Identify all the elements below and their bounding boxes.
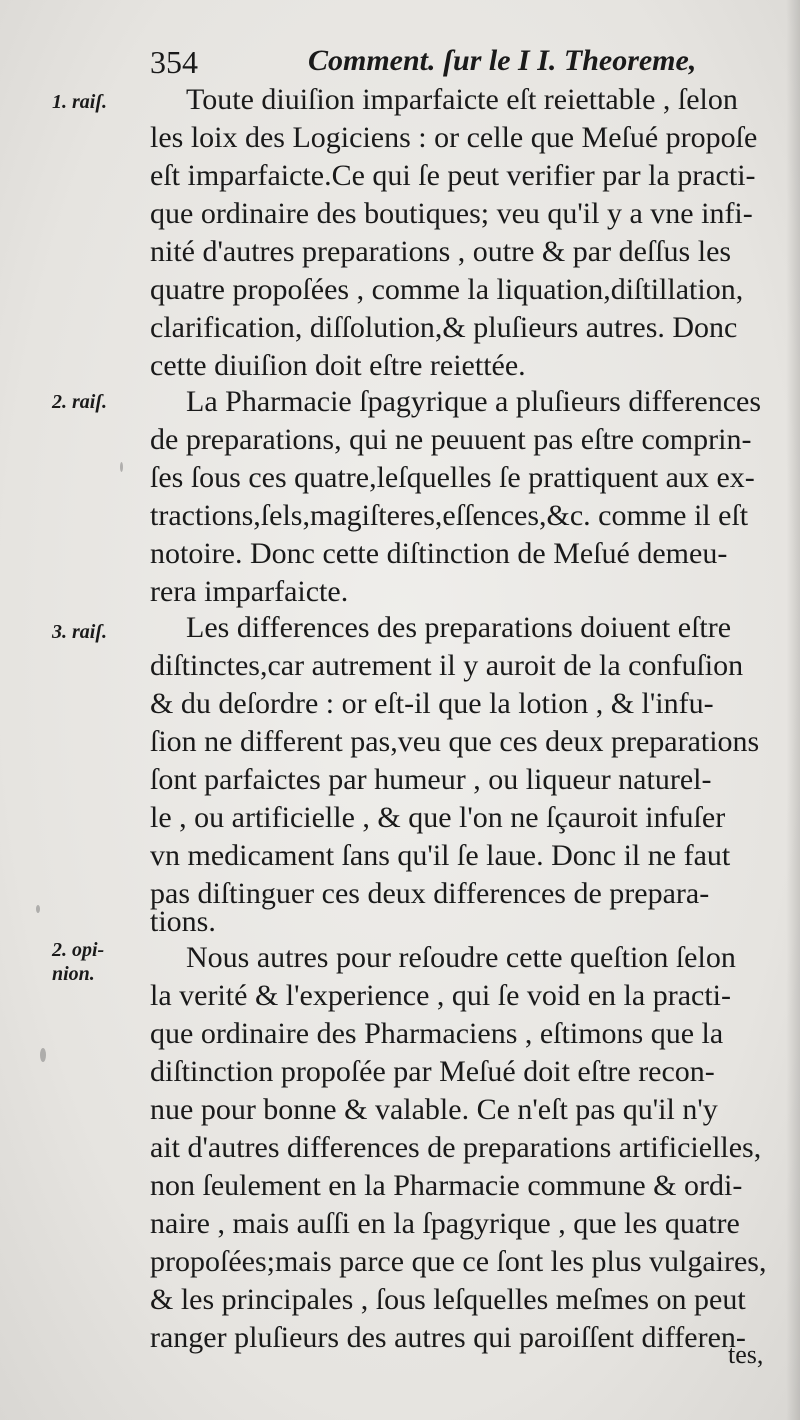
text-line: quatre propoſées , comme la liquation,diſtillation, xyxy=(150,273,744,306)
text-line: propoſées;mais parce que ce ſont les plus vulgaires, xyxy=(150,1245,767,1278)
text-line: notoire. Donc cette diſtinction de Meſué demeu- xyxy=(150,537,728,570)
running-head: Comment. ſur le I I. Theoreme, xyxy=(308,44,697,77)
text-line: Nous autres pour reſoudre cette queſtion ſelon xyxy=(186,941,736,974)
text-line: ſes ſous ces quatre,leſquelles ſe prattiquent aux ex- xyxy=(150,461,755,494)
text-line: de preparations, qui ne peuuent pas eſtre comprin- xyxy=(150,423,752,456)
text-line: vn medicament ſans qu'il ſe laue. Donc il ne faut xyxy=(150,839,731,872)
text-line: diſtinctes,car autrement il y auroit de la confuſion xyxy=(150,649,744,682)
text-line: non ſeulement en la Pharmacie commune & ordi- xyxy=(150,1169,743,1202)
text-line: ſont parfaictes par humeur , ou liqueur naturel- xyxy=(150,763,712,796)
text-line: la verité & l'experience , qui ſe void en la practi- xyxy=(150,979,731,1012)
text-line: eſt imparfaicte.Ce qui ſe peut verifier par la practi- xyxy=(150,159,756,192)
catchword: tes, xyxy=(728,1340,764,1369)
paper-speck xyxy=(40,1048,46,1062)
text-line: La Pharmacie ſpagyrique a pluſieurs differences xyxy=(186,385,762,418)
text-line: tions. xyxy=(150,905,216,938)
text-line: ranger pluſieurs des autres qui paroiſſent differen- xyxy=(150,1321,746,1354)
margin-note-1: 1. raiſ. xyxy=(52,91,107,113)
margin-note-4: 2. opi- nion. xyxy=(52,939,105,985)
text-line: tractions,ſels,magiſteres,eſſences,&c. comme il eſt xyxy=(150,499,749,532)
paper-speck xyxy=(120,462,123,472)
margin-note-2: 2. raiſ. xyxy=(52,391,107,413)
text-line: & les principales , ſous leſquelles meſmes on peut xyxy=(150,1283,746,1316)
margin-note-3: 3. raiſ. xyxy=(52,621,107,643)
text-line: les loix des Logiciens : or celle que Meſué propoſe xyxy=(150,121,758,154)
text-line: le , ou artificielle , & que l'on ne ſçauroit infuſer xyxy=(150,801,726,834)
text-line: pas diſtinguer ces deux differences de prepara- xyxy=(150,877,710,910)
text-line: que ordinaire des boutiques; veu qu'il y a vne infi- xyxy=(150,197,753,230)
text-line: ſion ne different pas,veu que ces deux preparations xyxy=(150,725,760,758)
text-line: nue pour bonne & valable. Ce n'eſt pas qu'il n'y xyxy=(150,1093,718,1126)
text-line: ait d'autres differences de preparations artificielles, xyxy=(150,1131,762,1164)
text-line: diſtinction propoſée par Meſué doit eſtre recon- xyxy=(150,1055,715,1088)
text-line: & du deſordre : or eſt-il que la lotion , & l'infu- xyxy=(150,687,714,720)
text-line: clarification, diſſolution,& pluſieurs autres. Donc xyxy=(150,311,738,344)
text-line: Les differences des preparations doiuent eſtre xyxy=(186,611,732,644)
text-line: rera imparfaicte. xyxy=(150,575,349,608)
text-line: cette diuiſion doit eſtre reiettée. xyxy=(150,349,526,382)
text-line: que ordinaire des Pharmaciens , eſtimons que la xyxy=(150,1017,724,1050)
page-number: 354 xyxy=(150,44,198,80)
paper-speck xyxy=(36,905,40,913)
text-line: nité d'autres preparations , outre & par deſſus les xyxy=(150,235,732,268)
text-line: Toute diuiſion imparfaicte eſt reiettable , ſelon xyxy=(186,83,738,116)
text-line: naire , mais auſſi en la ſpagyrique , que les quatre xyxy=(150,1207,740,1240)
